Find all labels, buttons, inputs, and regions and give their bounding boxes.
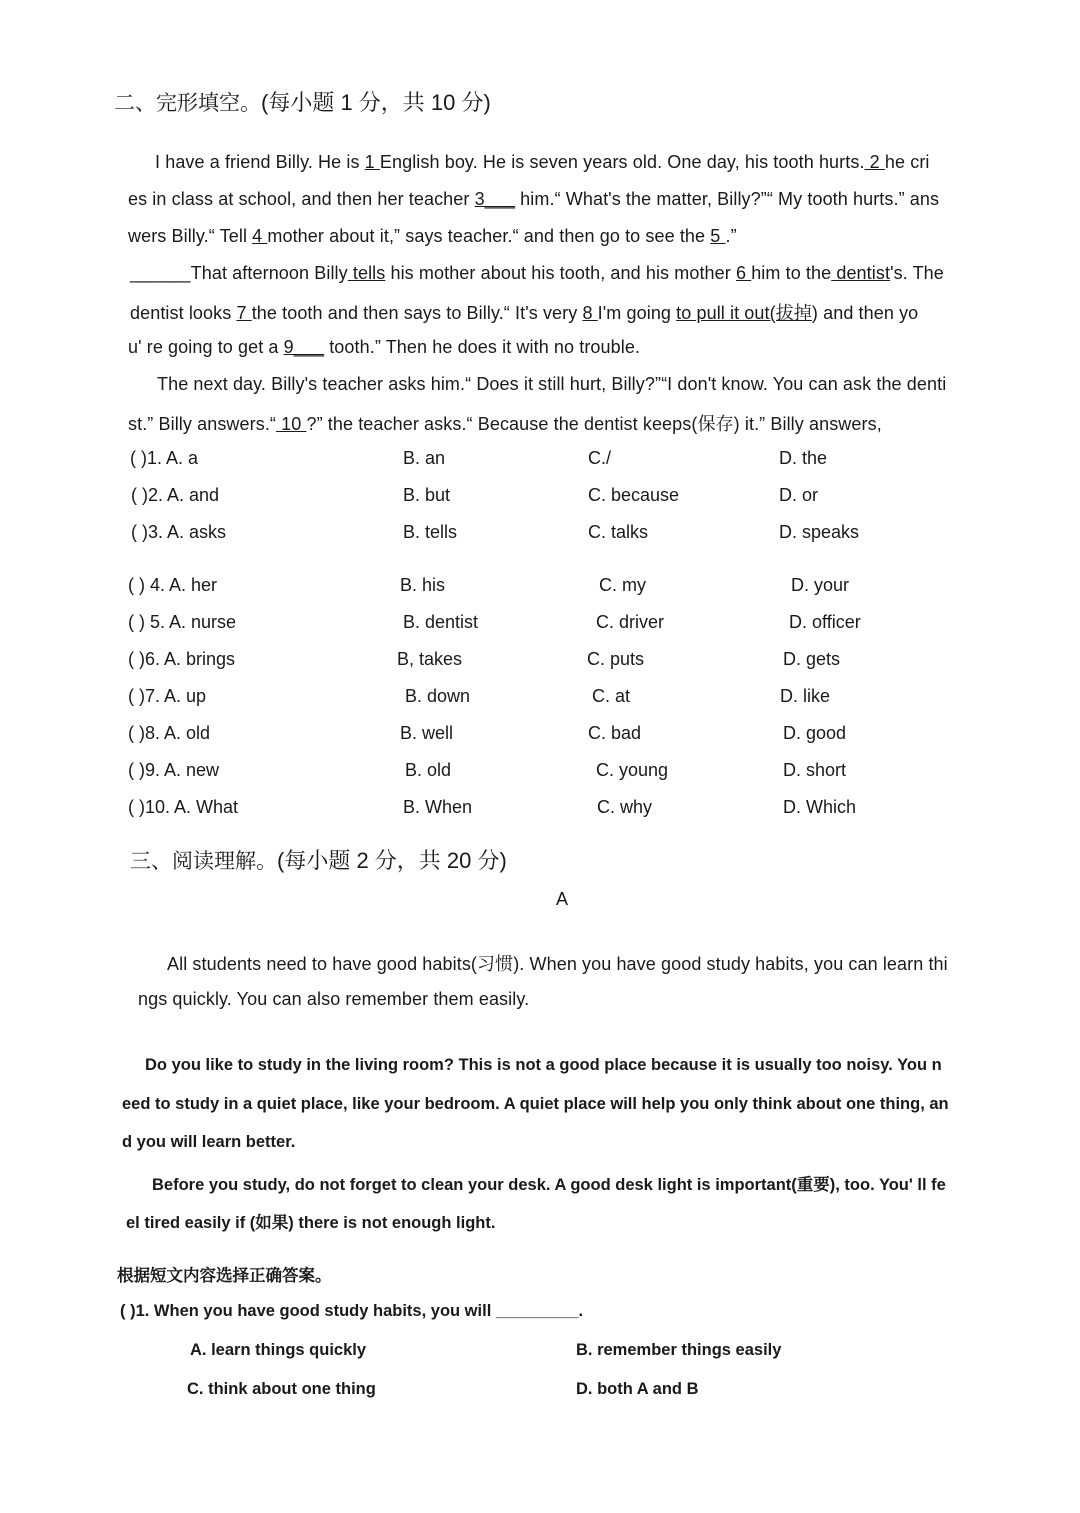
reading-para-2-line-1: Do you like to study in the living room? This is not a good place because it is usually too noisy. You n <box>145 1056 942 1074</box>
section-3-heading <box>130 844 507 875</box>
section-3-title: 三、阅读理解。 <box>130 849 277 873</box>
option-d: D. both A and B <box>576 1380 699 1398</box>
section-3-score: (每小题 2 分，共 20 分) <box>277 848 507 873</box>
cloze-line-7: The next day. Billy's teacher asks him.“ Does it still hurt, Billy?”“I don't know. You can ask the denti <box>157 374 947 394</box>
blank-9: 9___ <box>283 337 325 357</box>
blank-10: 10 <box>276 414 307 434</box>
blank-7: 7 <box>236 303 252 323</box>
reading-para-2-line-3: d you will learn better. <box>122 1133 296 1151</box>
underlined-dentist: dentist <box>831 263 891 283</box>
reading-para-1-line-1: All students need to have good habits(习惯). When you have good study habits, you can learn thi <box>167 954 948 974</box>
reading-para-3-line-2: el tired easily if (如果) there is not enough light. <box>126 1214 496 1232</box>
blank-6: 6 <box>735 263 752 283</box>
underlined-tells: tells <box>347 263 386 283</box>
cloze-line-8: st.” Billy answers.“ 10 ?” the teacher asks.“ Because the dentist keeps(保存) it.” Billy answers, <box>128 414 882 434</box>
blank-8: 8 <box>582 303 598 323</box>
cloze-line-5: dentist looks 7 the tooth and then says to Billy.“ It's very 8 I'm going to pull it out(拔掉) and then yo <box>130 303 919 323</box>
reading-question-1: ( )1. When you have good study habits, you will _________. <box>120 1302 584 1320</box>
underlined-pull-it-out: to pull it out(拔掉 <box>676 303 812 323</box>
section-2-score: (每小题 1 分，共 10 分) <box>261 90 491 115</box>
blank-1: 1 <box>364 152 380 172</box>
cloze-line-4: ______That afternoon Billy tells his mother about his tooth, and his mother 6 him to the dentist's. The <box>130 263 944 283</box>
section-2-heading <box>114 86 491 117</box>
section-2-title: 二、完形填空。 <box>114 91 261 115</box>
passage-label: A <box>556 889 569 909</box>
reading-para-2-line-2: eed to study in a quiet place, like your bedroom. A quiet place will help you only think about one thing, an <box>122 1095 949 1113</box>
option-c: C. think about one thing <box>187 1380 376 1398</box>
reading-para-3-line-1: Before you study, do not forget to clean your desk. A good desk light is important(重要), too. You' ll fe <box>152 1176 946 1194</box>
cloze-line-2: es in class at school, and then her teacher 3___ him.“ What's the matter, Billy?”“ My tooth hurts.” ans <box>128 189 940 209</box>
cloze-line-3: wers Billy.“ Tell 4 mother about it,” says teacher.“ and then go to see the 5 .” <box>128 226 737 246</box>
option-b: B. remember things easily <box>576 1341 782 1359</box>
blank-4: 4 <box>252 226 268 246</box>
option-a: A. learn things quickly <box>190 1341 367 1359</box>
instruction: 根据短文内容选择正确答案。 <box>117 1267 332 1285</box>
blank-2: 2 <box>864 152 885 172</box>
cloze-line-1: I have a friend Billy. He is 1 English boy. He is seven years old. One day, his tooth hurts. 2 he cri <box>155 152 930 172</box>
cloze-line-6: u' re going to get a 9___ tooth.” Then he does it with no trouble. <box>128 337 641 357</box>
blank-5: 5 <box>710 226 726 246</box>
reading-para-1-line-2: ngs quickly. You can also remember them easily. <box>138 989 530 1009</box>
blank-3: 3___ <box>474 189 516 209</box>
